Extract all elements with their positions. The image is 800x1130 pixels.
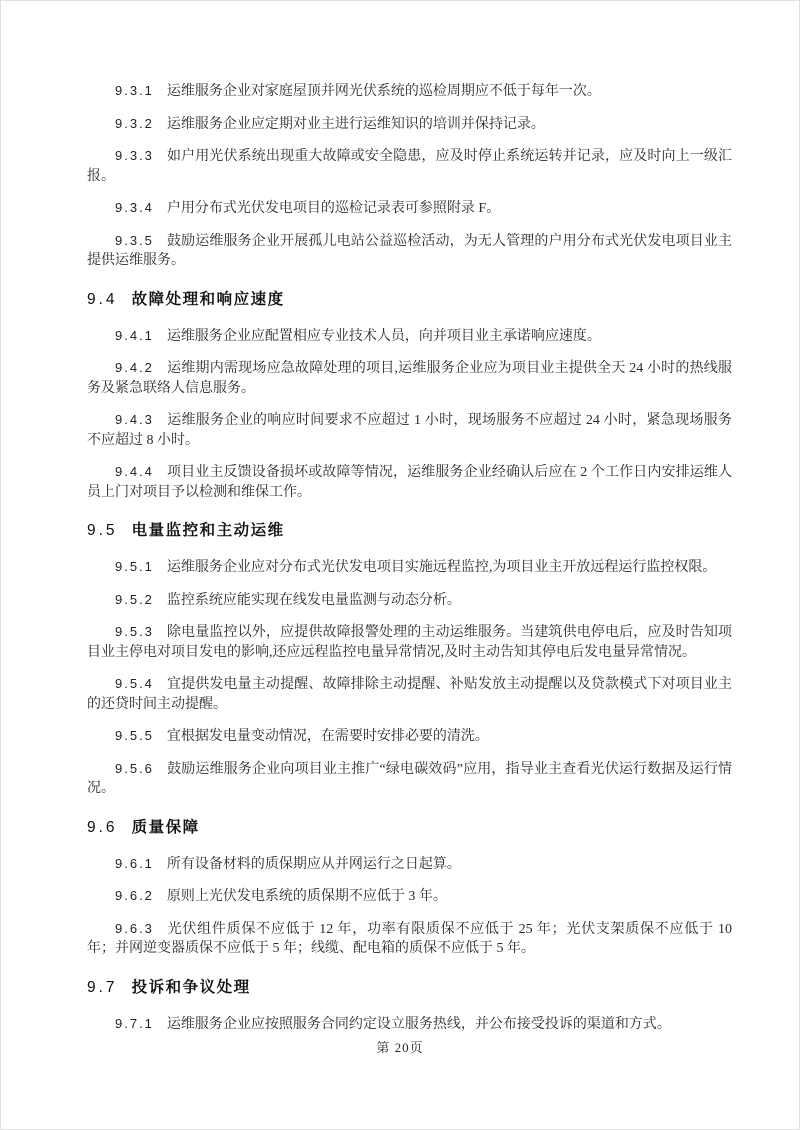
section-heading-9-4 xyxy=(87,289,732,310)
clause-number: 9.5.3 xyxy=(115,624,154,639)
clause-text: 宜根据发电量变动情况，在需要时安排必要的清洗。 xyxy=(166,729,489,744)
clause-text: 所有设备材料的质保期应从并网运行之日起算。 xyxy=(166,856,461,872)
clause-text: 宜提供发电量主动提醒、故障排除主动提醒、补贴发放主动提醒以及贷款模式下对项目业主的还贷时间主动提醒。 xyxy=(87,677,732,712)
clause-number: 9.7.1 xyxy=(115,1015,154,1031)
clause-text: 除电量监控以外，应提供故障报警处理的主动运维服务。当建筑供电停电后，应及时告知项目业主停电对项目发电的影响,还应远程监控电量异常情况,及时主动告知其停电后发电量异常情况。 xyxy=(87,625,732,660)
section-title: 质量保障 xyxy=(131,818,200,836)
clause-number: 9.6.2 xyxy=(115,888,154,903)
clause-text: 运维服务企业应定期对业主进行运维知识的培训并保持记录。 xyxy=(166,116,545,132)
clause-number: 9.5.4 xyxy=(115,676,154,691)
clause-9-5-2 xyxy=(87,590,732,611)
clause-text: 如户用光伏系统出现重大故障或安全隐患，应及时停止系统运转并记录，应及时向上一级汇报。 xyxy=(87,149,732,184)
clause-number: 9.6.3 xyxy=(115,920,154,936)
page-number: 第 20页 xyxy=(376,1040,424,1055)
clause-number: 9.3.3 xyxy=(115,148,154,163)
clause-number: 9.5.2 xyxy=(115,591,154,607)
clause-9-3-3 xyxy=(87,146,732,186)
section-number: 9.7 xyxy=(87,978,118,996)
clause-9-5-1 xyxy=(87,557,732,578)
section-title: 电量监控和主动运维 xyxy=(131,522,285,539)
clause-9-4-1 xyxy=(87,326,732,347)
clause-text: 运维服务企业应按照服务合同约定设立服务热线，并公布接受投诉的渠道和方式。 xyxy=(166,1016,671,1032)
clause-9-5-6 xyxy=(87,759,732,799)
clause-number: 9.6.1 xyxy=(115,855,154,871)
clause-text: 运维服务企业对家庭屋顶并网光伏系统的巡检周期应不低于每年一次。 xyxy=(166,84,601,99)
clause-9-3-4 xyxy=(87,198,732,219)
clause-9-3-5 xyxy=(87,231,732,271)
clause-9-5-4 xyxy=(87,674,732,714)
section-heading-9-7 xyxy=(87,977,732,998)
section-number: 9.6 xyxy=(87,818,118,836)
clause-text: 户用分布式光伏发电项目的巡检记录表可参照附录 F。 xyxy=(166,201,501,216)
clause-text: 鼓励运维服务企业开展孤儿电站公益巡检活动，为无人管理的户用分布式光伏发电项目业主提供运维服务。 xyxy=(87,233,732,268)
clause-text: 原则上光伏发电系统的质保期不应低于 3 年。 xyxy=(166,889,447,904)
section-number: 9.5 xyxy=(87,522,118,539)
clause-9-3-2 xyxy=(87,114,732,135)
section-heading-9-5 xyxy=(87,520,732,541)
section-number: 9.4 xyxy=(87,290,118,308)
clause-9-6-2 xyxy=(87,886,732,907)
clause-text: 运维服务企业的响应时间要求不应超过 1 小时，现场服务不应超过 24 小时，紧急现场服务不应超过 8 小时。 xyxy=(87,413,732,448)
clause-9-4-2 xyxy=(87,358,732,398)
clause-number: 9.5.1 xyxy=(115,559,154,574)
clause-number: 9.3.1 xyxy=(115,83,154,98)
clause-number: 9.4.3 xyxy=(115,412,154,427)
clause-text: 鼓励运维服务企业向项目业主推广“绿电碳效码”应用，指导业主查看光伏运行数据及运行情况。 xyxy=(87,761,732,796)
clause-9-5-3 xyxy=(87,622,732,662)
clause-text: 运维期内需现场应急故障处理的项目,运维服务企业应为项目业主提供全天 24 小时的热线服务及紧急联络人信息服务。 xyxy=(87,361,732,396)
document-body xyxy=(87,81,732,1046)
clause-number: 9.3.5 xyxy=(115,232,154,248)
clause-number: 9.3.2 xyxy=(115,115,154,131)
clause-text: 运维服务企业应对分布式光伏发电项目实施远程监控,为项目业主开放远程运行监控权限。 xyxy=(166,560,717,575)
clause-9-3-1 xyxy=(87,81,732,102)
clause-text: 光伏组件质保不应低于 12 年，功率有限质保不应低于 25 年；光伏支架质保不应低于 10 年；并网逆变器质保不应低于 5 年；线缆、配电箱的质保不应低于 5 年。 xyxy=(87,921,732,956)
clause-9-4-4 xyxy=(87,462,732,502)
section-title: 投诉和争议处理 xyxy=(131,978,251,996)
clause-9-6-3 xyxy=(87,919,732,959)
clause-text: 项目业主反馈设备损坏或故障等情况，运维服务企业经确认后应在 2 个工作日内安排运维人员上门对项目予以检测和维保工作。 xyxy=(87,465,732,500)
clause-9-5-5 xyxy=(87,726,732,747)
clause-9-4-3 xyxy=(87,410,732,450)
clause-9-7-1 xyxy=(87,1014,732,1035)
section-title: 故障处理和响应速度 xyxy=(131,290,285,308)
clause-number: 9.5.6 xyxy=(115,760,154,776)
clause-number: 9.5.5 xyxy=(115,728,154,743)
clause-text: 监控系统应能实现在线发电量监测与动态分析。 xyxy=(166,592,461,608)
clause-number: 9.4.4 xyxy=(115,464,154,479)
clause-text: 运维服务企业应配置相应专业技术人员，向并项目业主承诺响应速度。 xyxy=(166,328,601,344)
section-heading-9-6 xyxy=(87,817,732,838)
clause-9-6-1 xyxy=(87,854,732,875)
clause-number: 9.4.2 xyxy=(115,360,154,375)
clause-number: 9.3.4 xyxy=(115,200,154,215)
clause-number: 9.4.1 xyxy=(115,327,154,343)
